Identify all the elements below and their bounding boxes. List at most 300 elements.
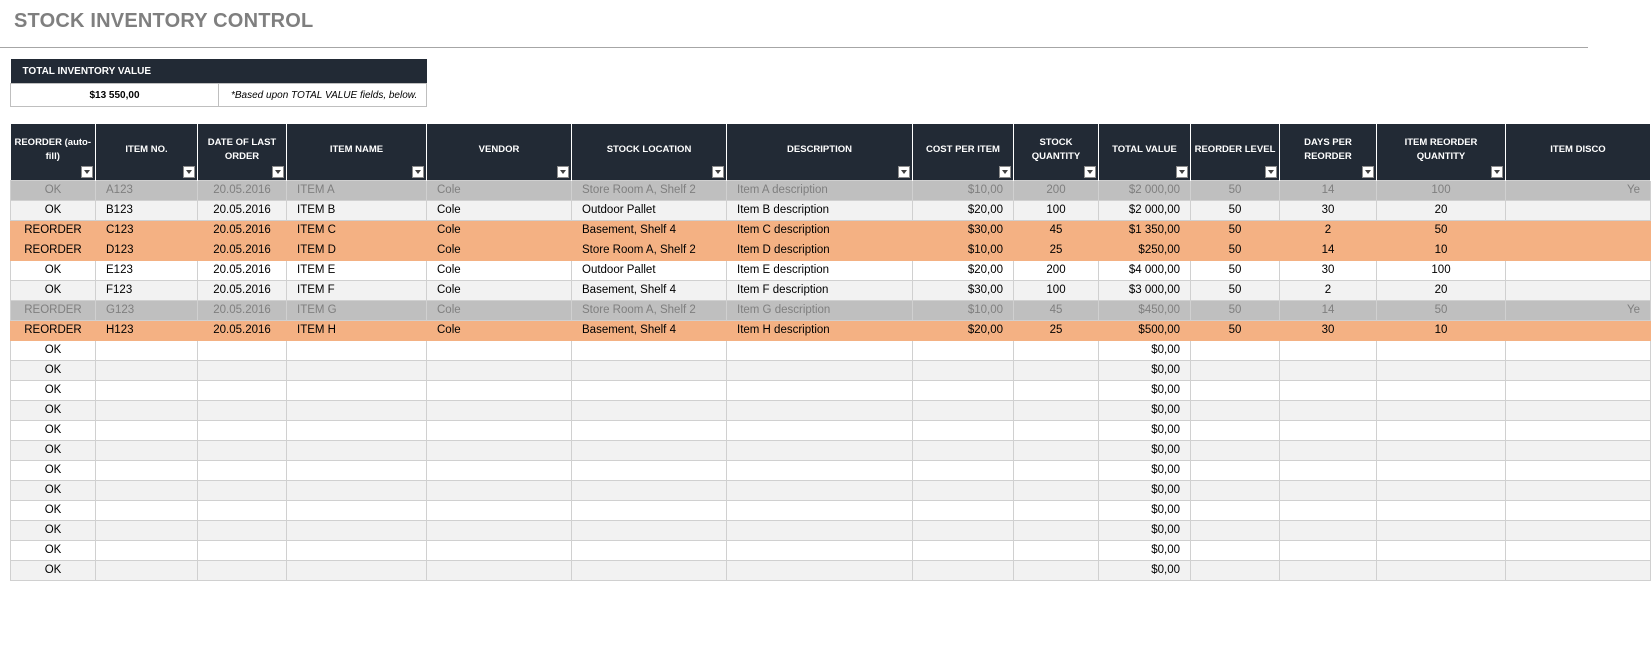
cell-vendor[interactable]: [427, 520, 572, 540]
cell-item-name[interactable]: [287, 540, 427, 560]
cell-days-per-reorder[interactable]: [1280, 440, 1377, 460]
cell-stock-location[interactable]: [572, 480, 727, 500]
cell-item-discontinued[interactable]: Ye: [1506, 180, 1651, 200]
cell-cost-per-item[interactable]: [913, 360, 1014, 380]
cell-item-name[interactable]: [287, 560, 427, 580]
cell-cost-per-item[interactable]: $20,00: [913, 260, 1014, 280]
cell-item-reorder-quantity[interactable]: [1377, 540, 1506, 560]
cell-item-name[interactable]: [287, 420, 427, 440]
cell-stock-location[interactable]: [572, 420, 727, 440]
cell-item-discontinued[interactable]: [1506, 540, 1651, 560]
cell-item-name[interactable]: [287, 500, 427, 520]
cell-stock-quantity[interactable]: 100: [1014, 200, 1099, 220]
cell-reorder-level[interactable]: 50: [1191, 200, 1280, 220]
cell-vendor[interactable]: Cole: [427, 200, 572, 220]
cell-item-no[interactable]: [96, 380, 198, 400]
cell-item-name[interactable]: [287, 380, 427, 400]
cell-item-no[interactable]: B123: [96, 200, 198, 220]
cell-reorder-level[interactable]: [1191, 520, 1280, 540]
cell-description[interactable]: Item B description: [727, 200, 913, 220]
cell-days-per-reorder[interactable]: [1280, 380, 1377, 400]
cell-description[interactable]: Item E description: [727, 260, 913, 280]
cell-vendor[interactable]: [427, 540, 572, 560]
cell-total-value[interactable]: $3 000,00: [1099, 280, 1191, 300]
cell-description[interactable]: [727, 560, 913, 580]
cell-date-of-last-order[interactable]: [198, 400, 287, 420]
cell-vendor[interactable]: [427, 380, 572, 400]
cell-date-of-last-order[interactable]: [198, 380, 287, 400]
cell-reorder-level[interactable]: [1191, 400, 1280, 420]
cell-total-value[interactable]: $450,00: [1099, 300, 1191, 320]
cell-item-name[interactable]: [287, 400, 427, 420]
cell-reorder-level[interactable]: [1191, 380, 1280, 400]
cell-reorder-level[interactable]: [1191, 340, 1280, 360]
cell-item-name[interactable]: ITEM B: [287, 200, 427, 220]
cell-reorder-status[interactable]: REORDER: [11, 220, 96, 240]
cell-stock-location[interactable]: Basement, Shelf 4: [572, 220, 727, 240]
cell-days-per-reorder[interactable]: 14: [1280, 240, 1377, 260]
cell-stock-location[interactable]: [572, 400, 727, 420]
cell-stock-quantity[interactable]: [1014, 440, 1099, 460]
cell-reorder-status[interactable]: OK: [11, 460, 96, 480]
cell-cost-per-item[interactable]: $10,00: [913, 240, 1014, 260]
cell-item-name[interactable]: ITEM G: [287, 300, 427, 320]
cell-cost-per-item[interactable]: $10,00: [913, 300, 1014, 320]
cell-stock-quantity[interactable]: 45: [1014, 300, 1099, 320]
cell-stock-location[interactable]: [572, 500, 727, 520]
cell-reorder-status[interactable]: OK: [11, 340, 96, 360]
cell-item-name[interactable]: [287, 460, 427, 480]
cell-days-per-reorder[interactable]: [1280, 560, 1377, 580]
cell-item-no[interactable]: [96, 540, 198, 560]
cell-cost-per-item[interactable]: $30,00: [913, 220, 1014, 240]
cell-description[interactable]: [727, 360, 913, 380]
cell-vendor[interactable]: Cole: [427, 240, 572, 260]
cell-reorder-level[interactable]: 50: [1191, 240, 1280, 260]
cell-reorder-level[interactable]: [1191, 500, 1280, 520]
cell-total-value[interactable]: $2 000,00: [1099, 180, 1191, 200]
cell-stock-location[interactable]: [572, 340, 727, 360]
cell-date-of-last-order[interactable]: 20.05.2016: [198, 240, 287, 260]
cell-description[interactable]: [727, 540, 913, 560]
cell-vendor[interactable]: Cole: [427, 320, 572, 340]
cell-days-per-reorder[interactable]: 30: [1280, 260, 1377, 280]
cell-total-value[interactable]: $0,00: [1099, 440, 1191, 460]
filter-dropdown-icon[interactable]: [272, 166, 284, 178]
cell-description[interactable]: Item C description: [727, 220, 913, 240]
cell-item-name[interactable]: ITEM E: [287, 260, 427, 280]
cell-item-reorder-quantity[interactable]: 10: [1377, 240, 1506, 260]
cell-vendor[interactable]: Cole: [427, 180, 572, 200]
filter-dropdown-icon[interactable]: [1491, 166, 1503, 178]
cell-date-of-last-order[interactable]: 20.05.2016: [198, 220, 287, 240]
cell-total-value[interactable]: $0,00: [1099, 540, 1191, 560]
column-header-stock-quantity[interactable]: [1014, 124, 1099, 180]
cell-vendor[interactable]: Cole: [427, 280, 572, 300]
cell-item-reorder-quantity[interactable]: [1377, 440, 1506, 460]
total-inventory-value[interactable]: $13 550,00: [11, 84, 219, 107]
cell-total-value[interactable]: $1 350,00: [1099, 220, 1191, 240]
cell-reorder-status[interactable]: OK: [11, 480, 96, 500]
cell-reorder-level[interactable]: 50: [1191, 300, 1280, 320]
cell-item-no[interactable]: D123: [96, 240, 198, 260]
cell-total-value[interactable]: $0,00: [1099, 480, 1191, 500]
cell-stock-location[interactable]: Basement, Shelf 4: [572, 280, 727, 300]
cell-item-no[interactable]: [96, 360, 198, 380]
cell-date-of-last-order[interactable]: 20.05.2016: [198, 300, 287, 320]
cell-item-no[interactable]: E123: [96, 260, 198, 280]
cell-reorder-level[interactable]: [1191, 420, 1280, 440]
cell-item-discontinued[interactable]: [1506, 400, 1651, 420]
cell-reorder-status[interactable]: OK: [11, 440, 96, 460]
cell-stock-location[interactable]: [572, 460, 727, 480]
cell-stock-quantity[interactable]: [1014, 560, 1099, 580]
cell-reorder-status[interactable]: OK: [11, 260, 96, 280]
cell-description[interactable]: [727, 520, 913, 540]
cell-date-of-last-order[interactable]: [198, 340, 287, 360]
cell-stock-quantity[interactable]: [1014, 420, 1099, 440]
cell-reorder-status[interactable]: OK: [11, 360, 96, 380]
filter-dropdown-icon[interactable]: [81, 166, 93, 178]
cell-item-reorder-quantity[interactable]: [1377, 400, 1506, 420]
cell-vendor[interactable]: [427, 340, 572, 360]
cell-item-reorder-quantity[interactable]: 20: [1377, 280, 1506, 300]
cell-item-discontinued[interactable]: [1506, 380, 1651, 400]
cell-reorder-status[interactable]: OK: [11, 280, 96, 300]
cell-vendor[interactable]: [427, 420, 572, 440]
cell-item-name[interactable]: ITEM D: [287, 240, 427, 260]
cell-reorder-status[interactable]: OK: [11, 400, 96, 420]
cell-cost-per-item[interactable]: [913, 520, 1014, 540]
cell-item-discontinued[interactable]: [1506, 220, 1651, 240]
cell-stock-quantity[interactable]: [1014, 380, 1099, 400]
cell-reorder-status[interactable]: OK: [11, 500, 96, 520]
cell-description[interactable]: Item D description: [727, 240, 913, 260]
cell-item-reorder-quantity[interactable]: [1377, 360, 1506, 380]
cell-item-reorder-quantity[interactable]: 10: [1377, 320, 1506, 340]
cell-days-per-reorder[interactable]: 14: [1280, 300, 1377, 320]
cell-date-of-last-order[interactable]: 20.05.2016: [198, 180, 287, 200]
cell-item-reorder-quantity[interactable]: [1377, 340, 1506, 360]
cell-stock-quantity[interactable]: 100: [1014, 280, 1099, 300]
cell-vendor[interactable]: [427, 400, 572, 420]
filter-dropdown-icon[interactable]: [1265, 166, 1277, 178]
cell-date-of-last-order[interactable]: [198, 480, 287, 500]
cell-days-per-reorder[interactable]: [1280, 340, 1377, 360]
cell-item-no[interactable]: [96, 460, 198, 480]
cell-reorder-status[interactable]: OK: [11, 200, 96, 220]
cell-cost-per-item[interactable]: $20,00: [913, 320, 1014, 340]
column-header-cost-per-item[interactable]: [913, 124, 1014, 180]
cell-stock-quantity[interactable]: 200: [1014, 260, 1099, 280]
cell-days-per-reorder[interactable]: 14: [1280, 180, 1377, 200]
cell-item-reorder-quantity[interactable]: 20: [1377, 200, 1506, 220]
cell-stock-quantity[interactable]: [1014, 360, 1099, 380]
column-header-reorder-level[interactable]: [1191, 124, 1280, 180]
cell-days-per-reorder[interactable]: 30: [1280, 320, 1377, 340]
cell-stock-quantity[interactable]: 25: [1014, 320, 1099, 340]
cell-stock-quantity[interactable]: 45: [1014, 220, 1099, 240]
cell-total-value[interactable]: $0,00: [1099, 560, 1191, 580]
cell-item-no[interactable]: G123: [96, 300, 198, 320]
cell-item-name[interactable]: ITEM C: [287, 220, 427, 240]
cell-days-per-reorder[interactable]: [1280, 540, 1377, 560]
cell-total-value[interactable]: $500,00: [1099, 320, 1191, 340]
cell-item-reorder-quantity[interactable]: [1377, 500, 1506, 520]
cell-description[interactable]: [727, 440, 913, 460]
column-header-date-of-last-order[interactable]: [198, 124, 287, 180]
cell-stock-location[interactable]: [572, 440, 727, 460]
cell-stock-quantity[interactable]: 200: [1014, 180, 1099, 200]
cell-vendor[interactable]: [427, 480, 572, 500]
cell-date-of-last-order[interactable]: [198, 500, 287, 520]
cell-total-value[interactable]: $0,00: [1099, 360, 1191, 380]
cell-description[interactable]: Item A description: [727, 180, 913, 200]
cell-item-name[interactable]: ITEM F: [287, 280, 427, 300]
column-header-item-no[interactable]: [96, 124, 198, 180]
cell-item-name[interactable]: ITEM H: [287, 320, 427, 340]
cell-vendor[interactable]: [427, 460, 572, 480]
cell-item-discontinued[interactable]: [1506, 460, 1651, 480]
cell-total-value[interactable]: $0,00: [1099, 520, 1191, 540]
cell-stock-quantity[interactable]: [1014, 500, 1099, 520]
cell-cost-per-item[interactable]: [913, 400, 1014, 420]
cell-description[interactable]: [727, 500, 913, 520]
cell-stock-location[interactable]: Basement, Shelf 4: [572, 320, 727, 340]
cell-item-name[interactable]: [287, 520, 427, 540]
cell-item-name[interactable]: [287, 480, 427, 500]
cell-days-per-reorder[interactable]: 2: [1280, 280, 1377, 300]
cell-stock-quantity[interactable]: 25: [1014, 240, 1099, 260]
cell-cost-per-item[interactable]: [913, 560, 1014, 580]
cell-days-per-reorder[interactable]: [1280, 360, 1377, 380]
column-header-item-reorder-quantity[interactable]: [1377, 124, 1506, 180]
cell-item-reorder-quantity[interactable]: [1377, 520, 1506, 540]
cell-reorder-level[interactable]: 50: [1191, 220, 1280, 240]
cell-total-value[interactable]: $0,00: [1099, 380, 1191, 400]
cell-reorder-level[interactable]: 50: [1191, 180, 1280, 200]
cell-stock-quantity[interactable]: [1014, 480, 1099, 500]
cell-item-reorder-quantity[interactable]: 100: [1377, 180, 1506, 200]
cell-total-value[interactable]: $0,00: [1099, 460, 1191, 480]
column-header-days-per-reorder[interactable]: [1280, 124, 1377, 180]
cell-reorder-level[interactable]: [1191, 540, 1280, 560]
cell-stock-location[interactable]: [572, 360, 727, 380]
cell-date-of-last-order[interactable]: 20.05.2016: [198, 200, 287, 220]
cell-reorder-level[interactable]: [1191, 460, 1280, 480]
cell-date-of-last-order[interactable]: [198, 360, 287, 380]
cell-total-value[interactable]: $0,00: [1099, 500, 1191, 520]
filter-dropdown-icon[interactable]: [1176, 166, 1188, 178]
cell-reorder-status[interactable]: OK: [11, 420, 96, 440]
cell-reorder-level[interactable]: [1191, 480, 1280, 500]
cell-stock-location[interactable]: Store Room A, Shelf 2: [572, 300, 727, 320]
cell-cost-per-item[interactable]: [913, 500, 1014, 520]
cell-total-value[interactable]: $4 000,00: [1099, 260, 1191, 280]
cell-stock-quantity[interactable]: [1014, 340, 1099, 360]
cell-vendor[interactable]: [427, 560, 572, 580]
cell-item-no[interactable]: [96, 500, 198, 520]
cell-reorder-level[interactable]: 50: [1191, 260, 1280, 280]
cell-reorder-status[interactable]: OK: [11, 380, 96, 400]
cell-vendor[interactable]: Cole: [427, 260, 572, 280]
column-header-total-value[interactable]: [1099, 124, 1191, 180]
cell-item-no[interactable]: H123: [96, 320, 198, 340]
cell-stock-location[interactable]: Store Room A, Shelf 2: [572, 240, 727, 260]
cell-date-of-last-order[interactable]: 20.05.2016: [198, 280, 287, 300]
cell-item-no[interactable]: A123: [96, 180, 198, 200]
cell-vendor[interactable]: [427, 360, 572, 380]
cell-item-name[interactable]: [287, 340, 427, 360]
cell-item-discontinued[interactable]: Ye: [1506, 300, 1651, 320]
cell-days-per-reorder[interactable]: [1280, 420, 1377, 440]
cell-reorder-status[interactable]: REORDER: [11, 240, 96, 260]
cell-reorder-level[interactable]: 50: [1191, 280, 1280, 300]
cell-reorder-level[interactable]: [1191, 560, 1280, 580]
cell-reorder-status[interactable]: REORDER: [11, 320, 96, 340]
filter-dropdown-icon[interactable]: [1084, 166, 1096, 178]
cell-cost-per-item[interactable]: $10,00: [913, 180, 1014, 200]
filter-dropdown-icon[interactable]: [557, 166, 569, 178]
cell-date-of-last-order[interactable]: [198, 460, 287, 480]
cell-item-reorder-quantity[interactable]: [1377, 460, 1506, 480]
cell-reorder-status[interactable]: OK: [11, 180, 96, 200]
cell-item-reorder-quantity[interactable]: 100: [1377, 260, 1506, 280]
cell-item-reorder-quantity[interactable]: 50: [1377, 300, 1506, 320]
cell-item-no[interactable]: [96, 520, 198, 540]
cell-stock-location[interactable]: Outdoor Pallet: [572, 260, 727, 280]
filter-dropdown-icon[interactable]: [898, 166, 910, 178]
cell-date-of-last-order[interactable]: [198, 540, 287, 560]
column-header-description[interactable]: [727, 124, 913, 180]
cell-vendor[interactable]: [427, 440, 572, 460]
cell-item-discontinued[interactable]: [1506, 260, 1651, 280]
cell-item-discontinued[interactable]: [1506, 360, 1651, 380]
cell-item-discontinued[interactable]: [1506, 500, 1651, 520]
cell-item-name[interactable]: [287, 440, 427, 460]
cell-item-no[interactable]: [96, 480, 198, 500]
cell-days-per-reorder[interactable]: [1280, 500, 1377, 520]
cell-cost-per-item[interactable]: [913, 420, 1014, 440]
cell-description[interactable]: [727, 400, 913, 420]
cell-item-name[interactable]: ITEM A: [287, 180, 427, 200]
cell-reorder-level[interactable]: [1191, 440, 1280, 460]
cell-item-no[interactable]: [96, 440, 198, 460]
cell-reorder-status[interactable]: REORDER: [11, 300, 96, 320]
cell-cost-per-item[interactable]: $30,00: [913, 280, 1014, 300]
cell-reorder-status[interactable]: OK: [11, 520, 96, 540]
cell-stock-location[interactable]: Outdoor Pallet: [572, 200, 727, 220]
cell-description[interactable]: [727, 480, 913, 500]
cell-stock-location[interactable]: Store Room A, Shelf 2: [572, 180, 727, 200]
cell-description[interactable]: [727, 460, 913, 480]
cell-cost-per-item[interactable]: [913, 380, 1014, 400]
filter-dropdown-icon[interactable]: [999, 166, 1011, 178]
cell-date-of-last-order[interactable]: [198, 440, 287, 460]
cell-item-discontinued[interactable]: [1506, 440, 1651, 460]
cell-reorder-level[interactable]: [1191, 360, 1280, 380]
cell-item-discontinued[interactable]: [1506, 340, 1651, 360]
column-header-vendor[interactable]: [427, 124, 572, 180]
cell-item-discontinued[interactable]: [1506, 560, 1651, 580]
cell-cost-per-item[interactable]: [913, 340, 1014, 360]
cell-description[interactable]: [727, 380, 913, 400]
cell-days-per-reorder[interactable]: [1280, 400, 1377, 420]
column-header-item-discontinued[interactable]: [1506, 124, 1651, 180]
cell-stock-location[interactable]: [572, 520, 727, 540]
cell-item-discontinued[interactable]: [1506, 240, 1651, 260]
cell-cost-per-item[interactable]: $20,00: [913, 200, 1014, 220]
cell-total-value[interactable]: $0,00: [1099, 420, 1191, 440]
cell-stock-quantity[interactable]: [1014, 460, 1099, 480]
filter-dropdown-icon[interactable]: [712, 166, 724, 178]
cell-days-per-reorder[interactable]: 30: [1280, 200, 1377, 220]
cell-item-reorder-quantity[interactable]: [1377, 560, 1506, 580]
filter-dropdown-icon[interactable]: [1362, 166, 1374, 178]
cell-item-no[interactable]: [96, 420, 198, 440]
cell-stock-quantity[interactable]: [1014, 520, 1099, 540]
cell-item-discontinued[interactable]: [1506, 420, 1651, 440]
cell-description[interactable]: Item H description: [727, 320, 913, 340]
cell-item-name[interactable]: [287, 360, 427, 380]
cell-vendor[interactable]: Cole: [427, 220, 572, 240]
cell-item-discontinued[interactable]: [1506, 200, 1651, 220]
cell-reorder-status[interactable]: OK: [11, 560, 96, 580]
cell-days-per-reorder[interactable]: [1280, 520, 1377, 540]
cell-vendor[interactable]: [427, 500, 572, 520]
cell-cost-per-item[interactable]: [913, 440, 1014, 460]
cell-total-value[interactable]: $0,00: [1099, 340, 1191, 360]
cell-stock-location[interactable]: [572, 540, 727, 560]
cell-item-discontinued[interactable]: [1506, 280, 1651, 300]
cell-total-value[interactable]: $2 000,00: [1099, 200, 1191, 220]
cell-days-per-reorder[interactable]: [1280, 480, 1377, 500]
cell-stock-location[interactable]: [572, 560, 727, 580]
cell-stock-quantity[interactable]: [1014, 400, 1099, 420]
cell-item-no[interactable]: C123: [96, 220, 198, 240]
cell-total-value[interactable]: $0,00: [1099, 400, 1191, 420]
cell-description[interactable]: [727, 420, 913, 440]
cell-item-reorder-quantity[interactable]: [1377, 380, 1506, 400]
cell-description[interactable]: [727, 340, 913, 360]
cell-item-reorder-quantity[interactable]: [1377, 420, 1506, 440]
cell-item-reorder-quantity[interactable]: 50: [1377, 220, 1506, 240]
cell-item-no[interactable]: [96, 340, 198, 360]
cell-date-of-last-order[interactable]: 20.05.2016: [198, 260, 287, 280]
cell-cost-per-item[interactable]: [913, 480, 1014, 500]
cell-date-of-last-order[interactable]: [198, 520, 287, 540]
cell-date-of-last-order[interactable]: 20.05.2016: [198, 320, 287, 340]
cell-date-of-last-order[interactable]: [198, 560, 287, 580]
cell-item-discontinued[interactable]: [1506, 320, 1651, 340]
cell-days-per-reorder[interactable]: [1280, 460, 1377, 480]
cell-stock-quantity[interactable]: [1014, 540, 1099, 560]
cell-item-reorder-quantity[interactable]: [1377, 480, 1506, 500]
cell-reorder-level[interactable]: 50: [1191, 320, 1280, 340]
cell-days-per-reorder[interactable]: 2: [1280, 220, 1377, 240]
cell-date-of-last-order[interactable]: [198, 420, 287, 440]
cell-description[interactable]: Item F description: [727, 280, 913, 300]
cell-total-value[interactable]: $250,00: [1099, 240, 1191, 260]
cell-stock-location[interactable]: [572, 380, 727, 400]
cell-cost-per-item[interactable]: [913, 460, 1014, 480]
cell-cost-per-item[interactable]: [913, 540, 1014, 560]
cell-item-no[interactable]: [96, 560, 198, 580]
cell-item-discontinued[interactable]: [1506, 480, 1651, 500]
filter-dropdown-icon[interactable]: [412, 166, 424, 178]
cell-reorder-status[interactable]: OK: [11, 540, 96, 560]
cell-item-discontinued[interactable]: [1506, 520, 1651, 540]
